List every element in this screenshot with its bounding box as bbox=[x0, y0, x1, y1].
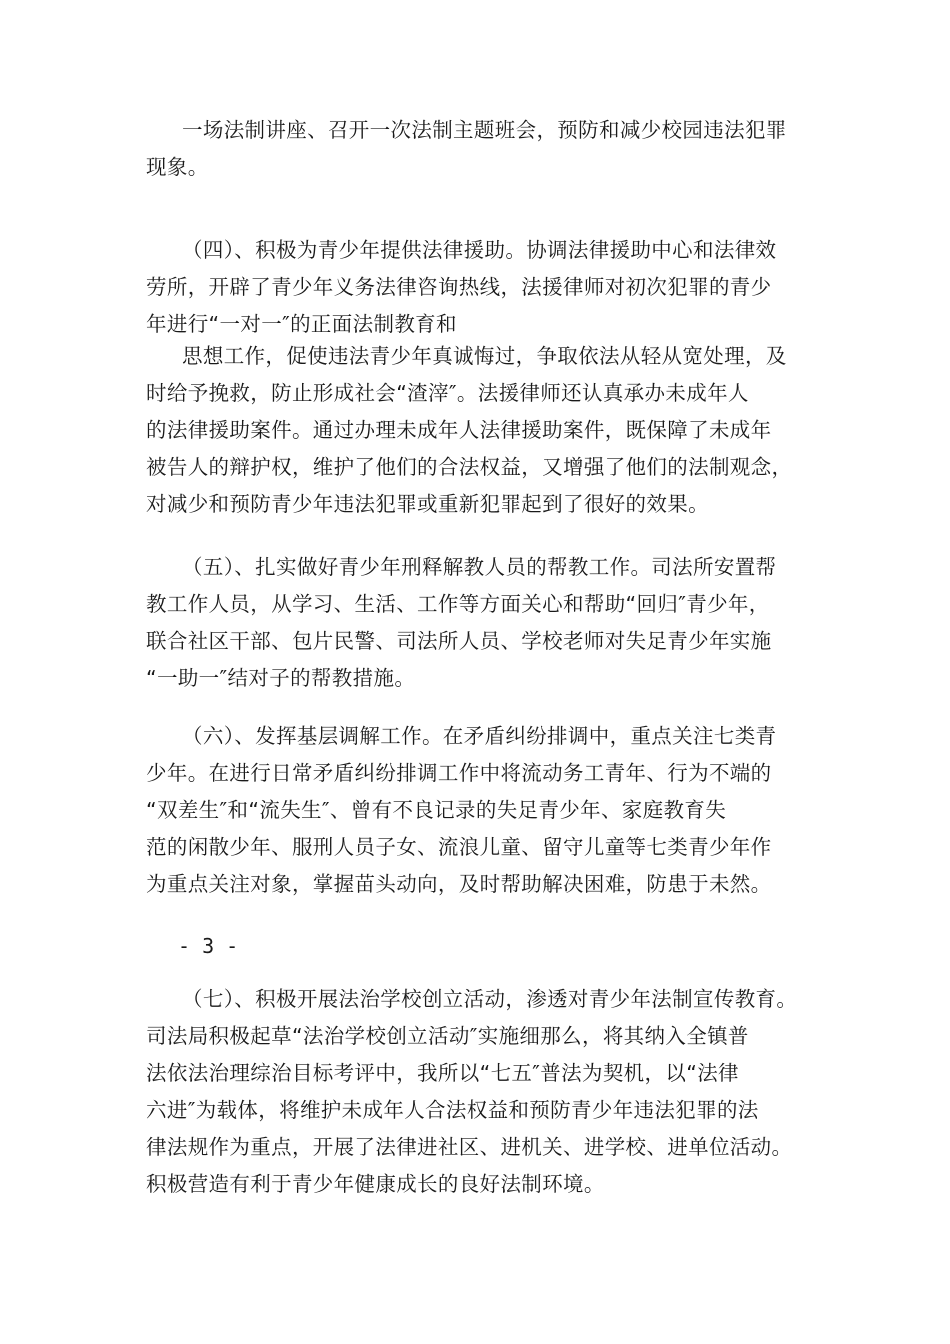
paragraph-line: 六进″为载体，将维护未成年人合法权益和预防青少年违法犯罪的法 bbox=[146, 1098, 759, 1122]
paragraph-line: 一场法制讲座、召开一次法制主题班会，预防和减少校园违法犯罪 bbox=[182, 118, 787, 142]
paragraph-line: 对减少和预防青少年违法犯罪或重新犯罪起到了很好的效果。 bbox=[146, 492, 709, 516]
paragraph-line: 法依法治理综治目标考评中，我所以“七五″普法为契机，以“法律 bbox=[146, 1061, 739, 1085]
paragraph-line: （四）、积极为青少年提供法律援助。协调法律援助中心和法律效 bbox=[182, 238, 777, 262]
paragraph-line: 律法规作为重点，开展了法律进社区、进机关、进学校、进单位活动。 bbox=[146, 1135, 793, 1159]
page-number: - 3 - bbox=[178, 934, 239, 958]
paragraph-line: 劳所，开辟了青少年义务法律咨询热线，法援律师对初次犯罪的青少 bbox=[146, 275, 772, 299]
paragraph-line: （五）、扎实做好青少年刑释解教人员的帮教工作。司法所安置帮 bbox=[182, 555, 777, 579]
paragraph-line: 为重点关注对象，掌握苗头动向，及时帮助解决困难，防患于未然。 bbox=[146, 872, 772, 896]
paragraph-line: （七）、积极开展法治学校创立活动，渗透对青少年法制宣传教育。 bbox=[182, 987, 798, 1011]
paragraph-line: 教工作人员，从学习、生活、工作等方面关心和帮助“回归″青少年， bbox=[146, 592, 770, 616]
paragraph-line: 范的闲散少年、服刑人员子女、流浪儿童、留守儿童等七类青少年作 bbox=[146, 835, 772, 859]
paragraph-line: 少年。在进行日常矛盾纠纷排调工作中将流动务工青年、行为不端的 bbox=[146, 761, 772, 785]
paragraph-line: 被告人的辩护权，维护了他们的合法权益，又增强了他们的法制观念， bbox=[146, 455, 793, 479]
paragraph-line: 时给予挽救，防止形成社会“渣滓″。法援律师还认真承办未成年人 bbox=[146, 381, 749, 405]
paragraph-line: （六）、发挥基层调解工作。在矛盾纠纷排调中，重点关注七类青 bbox=[182, 724, 777, 748]
paragraph-line: 积极营造有利于青少年健康成长的良好法制环境。 bbox=[146, 1172, 605, 1196]
paragraph-line: 现象。 bbox=[146, 155, 209, 179]
paragraph-line: 思想工作，促使违法青少年真诚悔过，争取依法从轻从宽处理，及 bbox=[182, 344, 787, 368]
paragraph-line: 的法律援助案件。通过办理未成年人法律援助案件，既保障了未成年 bbox=[146, 418, 772, 442]
paragraph-line: “一助一″结对子的帮教措施。 bbox=[146, 666, 416, 690]
paragraph-line: 联合社区干部、包片民警、司法所人员、学校老师对失足青少年实施 bbox=[146, 629, 772, 653]
paragraph-line: “双差生″和“流失生″、曾有不良记录的失足青少年、家庭教育失 bbox=[146, 798, 727, 822]
paragraph-line: 司法局积极起草“法治学校创立活动″实施细那么，将其纳入全镇普 bbox=[146, 1024, 749, 1048]
paragraph-line: 年进行“一对一″的正面法制教育和 bbox=[146, 312, 457, 336]
